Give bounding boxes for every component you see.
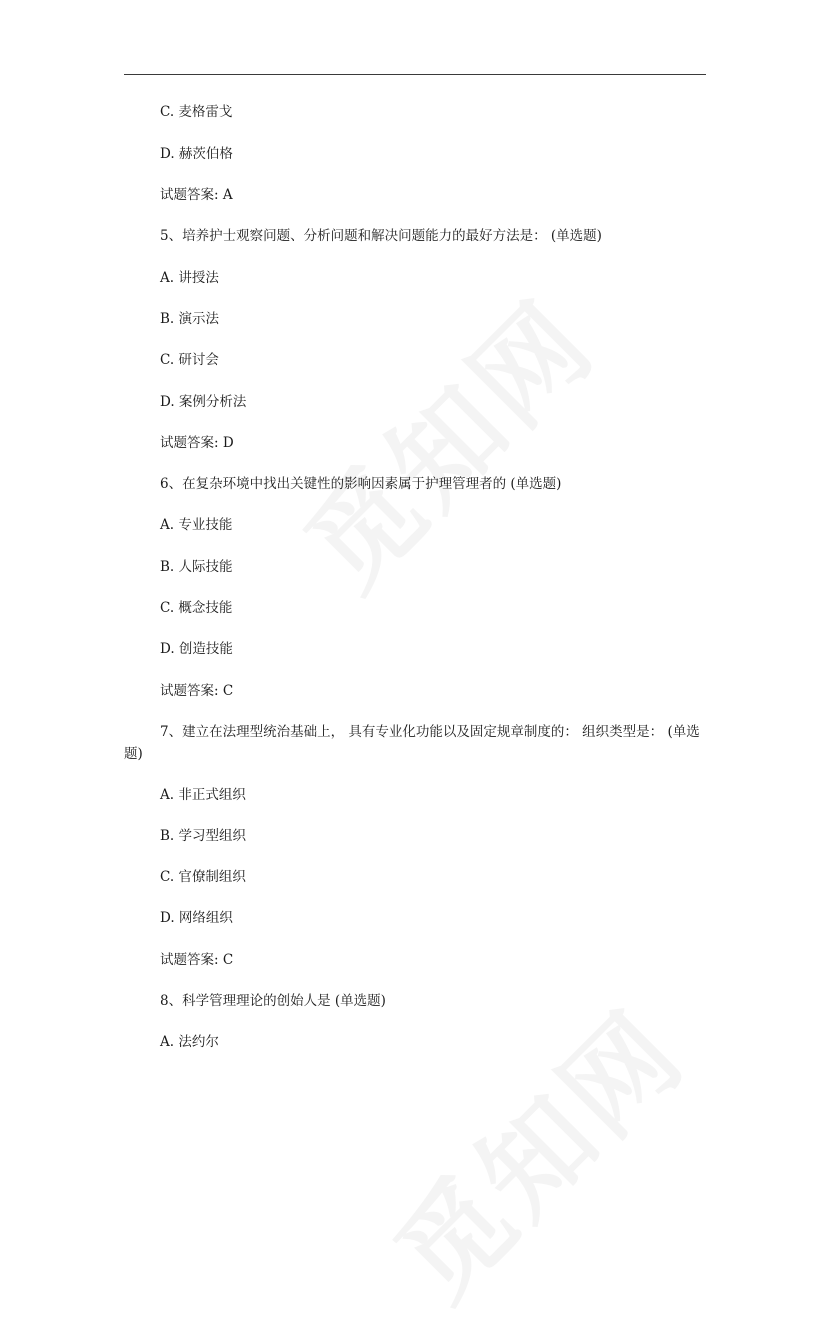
option-q7-c: C. 官僚制组织 (160, 869, 246, 885)
header-rule (124, 74, 706, 75)
question-8: 8、科学管理理论的创始人是 (单选题) (160, 993, 386, 1009)
answer-q7: 试题答案: C (160, 952, 234, 968)
option-q7-b: B. 学习型组织 (160, 828, 247, 844)
question-5: 5、培养护士观察问题、分析问题和解决问题能力的最好方法是： (单选题) (160, 228, 602, 244)
answer-q5: 试题答案: D (160, 435, 234, 451)
option-q5-d: D. 案例分析法 (160, 394, 247, 410)
option-q5-c: C. 研讨会 (160, 352, 219, 368)
option-q4-d: D. 赫茨伯格 (160, 146, 233, 162)
option-q6-d: D. 创造技能 (160, 641, 233, 657)
watermark (355, 970, 713, 1328)
option-q5-b: B. 演示法 (160, 311, 220, 327)
option-q6-c: C. 概念技能 (160, 600, 233, 616)
option-q7-d: D. 网络组织 (160, 910, 233, 926)
watermark (265, 260, 623, 618)
option-q7-a: A. 非正式组织 (160, 787, 246, 803)
answer-q4: 试题答案: A (160, 187, 233, 203)
option-q4-c: C. 麦格雷戈 (160, 104, 233, 120)
option-q6-b: B. 人际技能 (160, 559, 233, 575)
option-q5-a: A. 讲授法 (160, 270, 219, 286)
option-q8-a: A. 法约尔 (160, 1034, 219, 1050)
answer-q6: 试题答案: C (160, 683, 234, 699)
option-q6-a: A. 专业技能 (160, 517, 233, 533)
question-7: 7、建立在法理型统治基础上， 具有专业化功能以及固定规章制度的： 组织类型是： (单选题) (124, 724, 700, 762)
question-6: 6、在复杂环境中找出关键性的影响因素属于护理管理者的 (单选题) (160, 476, 562, 492)
